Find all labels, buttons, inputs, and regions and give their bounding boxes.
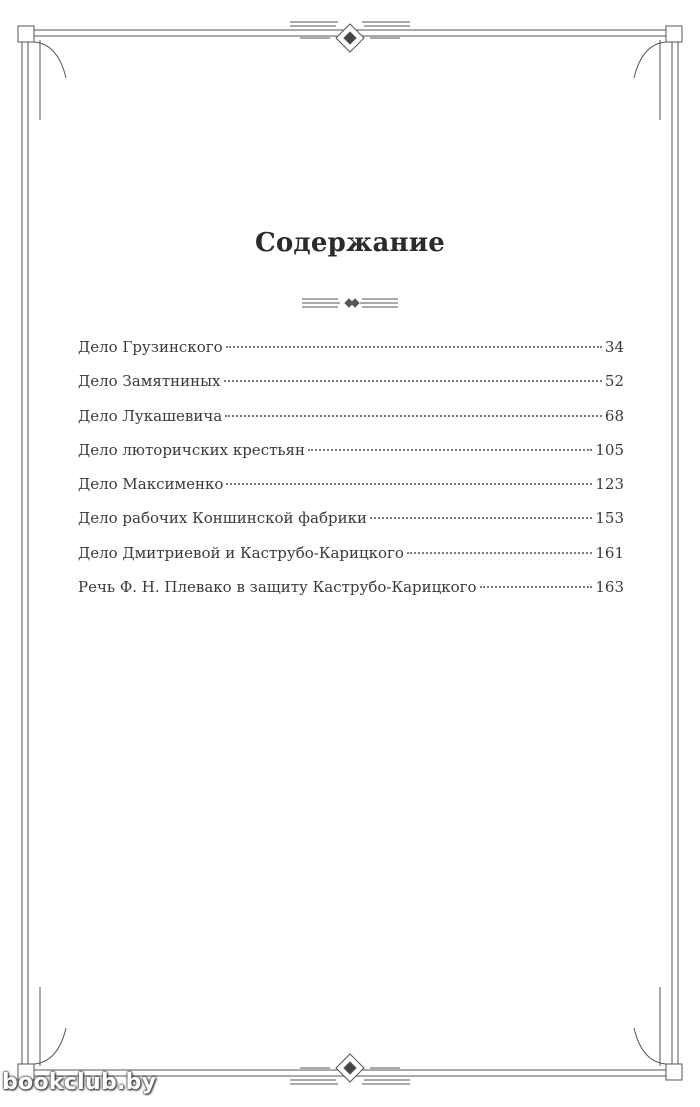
toc-entry-page-number: 105: [595, 440, 624, 459]
toc-entry: [78, 475, 624, 509]
toc-entry-title: Дело Замятниных: [78, 372, 221, 391]
page-title: Содержание: [254, 228, 446, 258]
toc-entry-page-number: 123: [595, 475, 624, 494]
toc-entry-page-number: 68: [604, 406, 624, 425]
toc-entry: [78, 578, 624, 612]
table-of-contents: [78, 338, 624, 612]
toc-entry: [78, 441, 624, 475]
toc-entry: [78, 372, 624, 406]
toc-leader-dots: [407, 552, 592, 554]
toc-entry: [78, 407, 624, 441]
toc-entry-page-number: 153: [595, 509, 624, 528]
toc-leader-dots: [308, 449, 592, 451]
title-divider-ornament: [302, 294, 398, 312]
toc-entry-title: Дело Грузинского: [78, 338, 223, 356]
toc-entry-title: Дело люторичских крестьян: [78, 440, 306, 459]
toc-leader-dots: [226, 346, 602, 348]
toc-leader-dots: [370, 517, 592, 519]
toc-entry-page-number: 34: [604, 338, 624, 356]
toc-entry-page-number: 163: [595, 578, 624, 597]
toc-entry: [78, 509, 624, 543]
toc-leader-dots: [226, 483, 592, 485]
watermark: bookclub.by: [2, 1070, 157, 1095]
toc-leader-dots: [225, 415, 602, 417]
toc-entry-title: Дело Дмитриевой и Каструбо-Карицкого: [78, 543, 404, 562]
toc-entry-title: Дело Лукашевича: [78, 406, 223, 425]
bottom-ornament: [290, 1054, 410, 1084]
toc-entry-title: Дело рабочих Коншинской фабрики: [78, 509, 367, 528]
toc-entry-title: Дело Максименко: [78, 475, 224, 494]
toc-leader-dots: [480, 586, 593, 588]
toc-entry-page-number: 161: [595, 543, 624, 562]
toc-entry-title: Речь Ф. Н. Плевако в защиту Каструбо-Карицкого: [78, 578, 477, 597]
toc-entry: [78, 338, 624, 372]
toc-leader-dots: [224, 380, 602, 382]
toc-entry: [78, 544, 624, 578]
toc-entry-page-number: 52: [604, 372, 624, 391]
top-ornament: [290, 22, 410, 52]
